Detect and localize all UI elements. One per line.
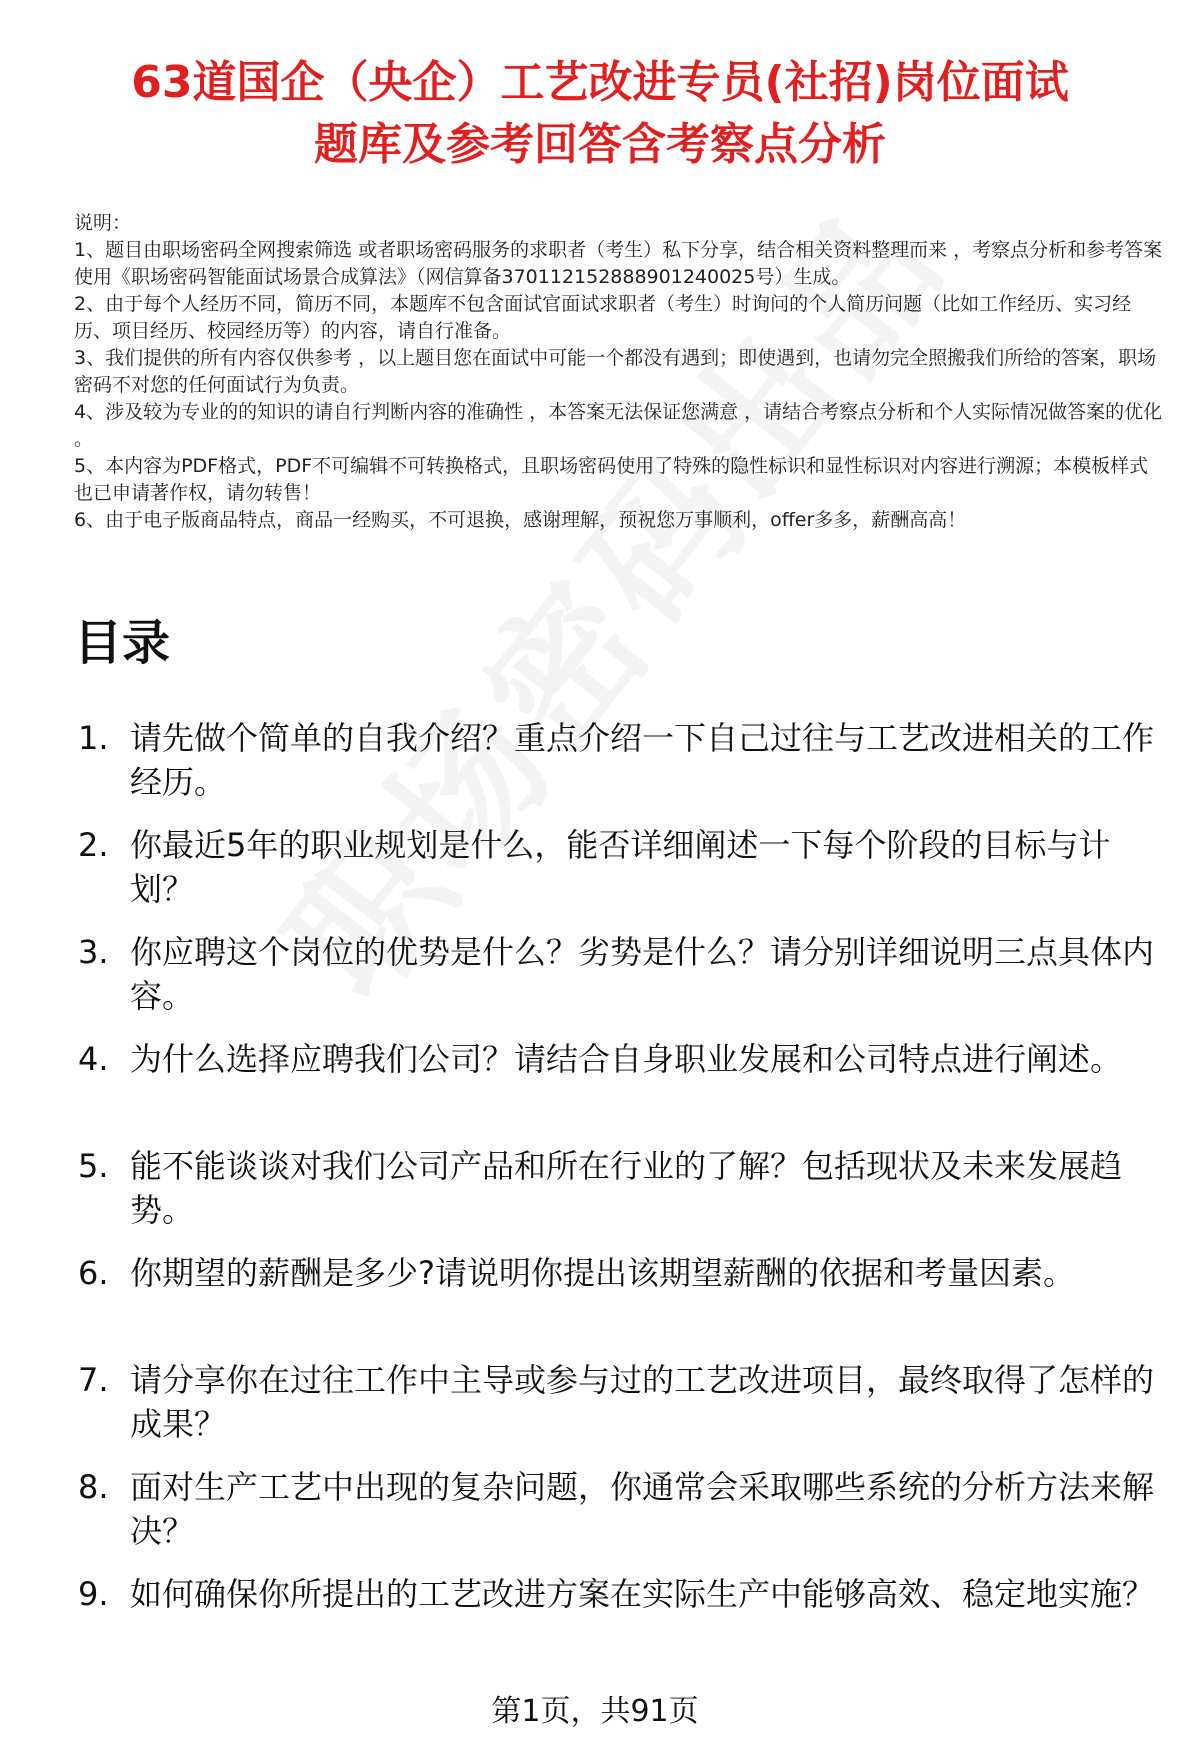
toc-item	[74, 1251, 1174, 1358]
toc-item-text: 你最近5年的职业规划是什么，能否详细阐述一下每个阶段的目标与计划？	[130, 826, 1111, 908]
toc-item-number: 3.	[78, 933, 109, 971]
toc-item	[74, 1037, 1174, 1144]
notes-label: 说明：	[74, 212, 132, 234]
toc-item-number: 5.	[78, 1147, 109, 1185]
toc-item	[74, 716, 1174, 823]
toc-item-text: 请先做个简单的自我介绍？重点介绍一下自己过往与工艺改进相关的工作经历。	[130, 719, 1155, 801]
toc-item-number: 4.	[78, 1040, 109, 1078]
toc-item-number: 2.	[78, 826, 109, 864]
note-item: 4、涉及较为专业的的知识的请自行判断内容的准确性 ，本答案无法保证您满意 ，请结合考察点分析和个人实际情况做答案的优化 。	[74, 401, 1163, 450]
note-item: 1、题目由职场密码全网搜索筛选 或者职场密码服务的求职者（考生）私下分享，结合相关资料整理而来 ，考察点分析和参考答案使用《职场密码智能面试场景合成算法》（网信算备370112152888901240025号）生成。	[74, 239, 1163, 288]
toc-item	[74, 1465, 1174, 1572]
toc-item	[74, 930, 1174, 1037]
toc-item	[74, 1358, 1174, 1465]
toc-item-text: 为什么选择应聘我们公司？请结合自身职业发展和公司特点进行阐述。	[130, 1040, 1123, 1078]
toc-item	[74, 1572, 1174, 1679]
note-item: 3、我们提供的所有内容仅供参考 ，以上题目您在面试中可能一个都没有遇到；即使遇到，也请勿完全照搬我们所给的答案，职场密码不对您的任何面试行为负责。	[74, 347, 1157, 396]
toc-item-text: 能不能谈谈对我们公司产品和所在行业的了解？包括现状及未来发展趋势。	[130, 1147, 1123, 1229]
toc-item	[74, 823, 1174, 930]
toc-list	[74, 716, 1174, 1679]
toc-item-text: 如何确保你所提出的工艺改进方案在实际生产中能够高效、稳定地实施？	[130, 1575, 1155, 1613]
toc-item-number: 6.	[78, 1254, 109, 1292]
document-title	[60, 52, 1140, 176]
toc-item	[74, 1144, 1174, 1251]
note-item: 6、由于电子版商品特点，商品一经购买，不可退换，感谢理解，预祝您万事顺利，offer多多，薪酬高高！	[74, 509, 967, 531]
toc-item-number: 7.	[78, 1361, 109, 1399]
note-item: 5、本内容为PDF格式，PDF不可编辑不可转换格式，且职场密码使用了特殊的隐性标识和显性标识对内容进行溯源；本模板样式也已申请著作权，请勿转售！	[74, 455, 1149, 504]
toc-item-number: 9.	[78, 1575, 109, 1613]
toc-item-text: 你期望的薪酬是多少?请说明你提出该期望薪酬的依据和考量因素。	[130, 1254, 1075, 1292]
toc-item-number: 8.	[78, 1468, 109, 1506]
toc-item-text: 面对生产工艺中出现的复杂问题，你通常会采取哪些系统的分析方法来解决？	[130, 1468, 1155, 1550]
title-line-2: 题库及参考回答含考察点分析	[314, 119, 886, 170]
toc-item-text: 请分享你在过往工作中主导或参与过的工艺改进项目，最终取得了怎样的成果？	[130, 1361, 1155, 1443]
title-line-1: 63道国企（央企）工艺改进专员(社招)岗位面试	[131, 57, 1069, 108]
toc-heading: 目录	[74, 615, 171, 671]
note-item: 2、由于每个人经历不同，简历不同，本题库不包含面试官面试求职者（考生）时询问的个人简历问题（比如工作经历、实习经历、项目经历、校园经历等）的内容，请自行准备。	[74, 293, 1132, 342]
toc-item-number: 1.	[78, 719, 109, 757]
page-footer: 第1页，共91页	[491, 1694, 699, 1729]
toc-item-text: 你应聘这个岗位的优势是什么？劣势是什么？请分别详细说明三点具体内容。	[130, 933, 1155, 1015]
notes-section	[74, 210, 1166, 534]
